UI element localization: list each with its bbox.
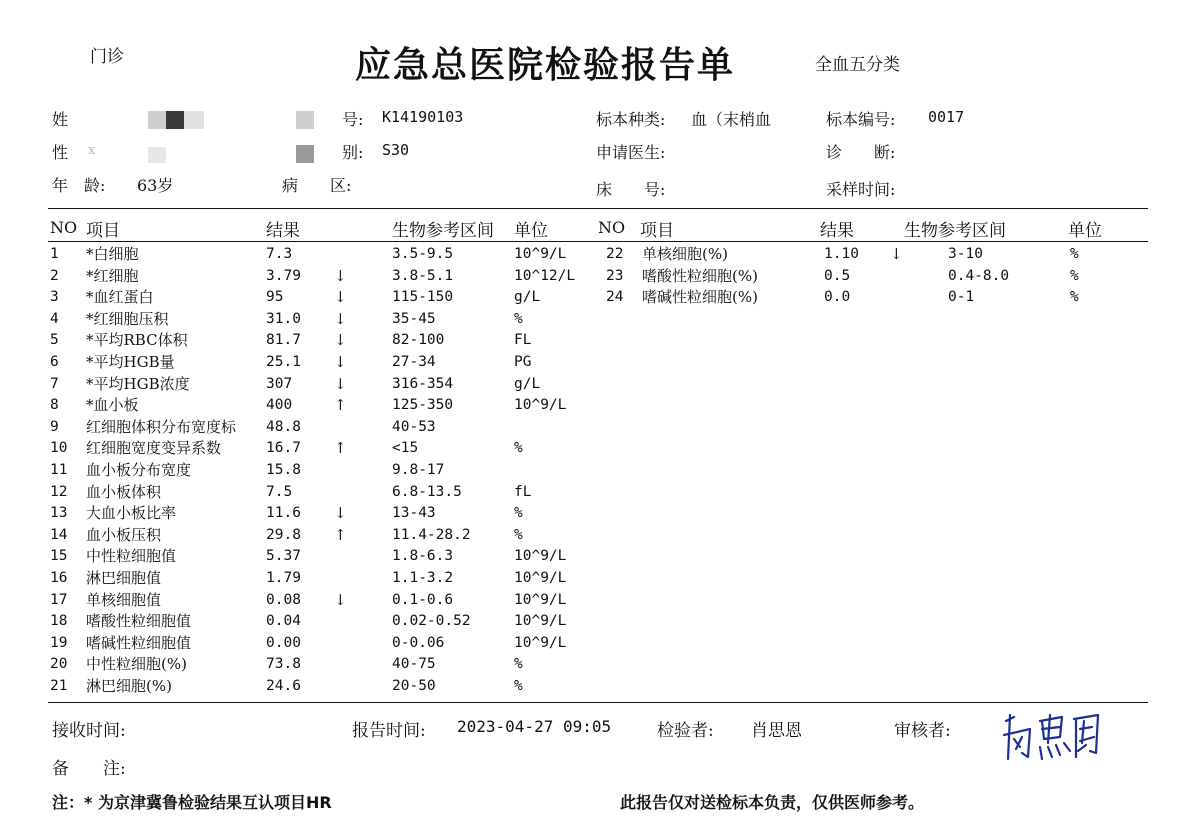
row-flag: ↓	[334, 309, 347, 328]
row-range: 82-100	[392, 332, 445, 349]
bed-label: 床 号:	[596, 180, 666, 199]
row-flag: ↓	[890, 245, 903, 263]
report-subtitle: 全血五分类	[815, 55, 900, 75]
row-no: 23	[606, 267, 624, 284]
row-no: 20	[50, 656, 68, 673]
row-range: 35-45	[392, 310, 436, 327]
row-range: 13-43	[392, 505, 436, 522]
row-item: *血小板	[86, 396, 139, 415]
row-unit: %	[514, 526, 523, 543]
row-unit: %	[514, 505, 523, 522]
row-flag: ↓	[334, 590, 347, 609]
reviewer-signature	[1000, 707, 1110, 767]
row-result: 16.7	[266, 440, 301, 457]
redacted-name-block	[184, 111, 204, 129]
doctor-label: 申请医生:	[596, 143, 666, 162]
row-no: 24	[606, 289, 624, 306]
specimen-no-label: 标本编号:	[826, 110, 896, 129]
row-unit: FL	[514, 332, 532, 349]
category-value: S30	[382, 141, 410, 159]
row-result: 29.8	[266, 526, 301, 543]
redacted-block	[296, 111, 314, 129]
col-range: 生物参考区间	[392, 221, 494, 241]
col-no: NO	[50, 218, 78, 237]
row-range: 115-150	[392, 289, 454, 306]
row-range: 316-354	[392, 375, 454, 392]
row-unit: 10^9/L	[514, 397, 567, 414]
row-result: 307	[266, 375, 293, 392]
row-range: <15	[392, 440, 419, 457]
row-item: 血小板分布宽度	[86, 461, 192, 479]
row-no: 10	[50, 440, 68, 457]
reviewer-label: 审核者:	[894, 721, 951, 741]
col-result-right: 结果	[820, 221, 854, 241]
row-range: 1.8-6.3	[392, 548, 454, 565]
row-no: 11	[50, 462, 68, 478]
row-flag: ↓	[334, 288, 347, 307]
row-range: 0.1-0.6	[392, 591, 454, 608]
department-label: 门诊	[90, 47, 124, 67]
row-unit: 10^12/L	[514, 267, 576, 284]
row-flag: ↑	[334, 396, 347, 415]
row-no: 16	[50, 570, 68, 586]
row-range: 0.02-0.52	[392, 613, 471, 630]
row-unit: %	[1070, 289, 1079, 306]
row-unit: 10^9/L	[514, 634, 567, 651]
row-item: 红细胞宽度变异系数	[86, 439, 222, 458]
row-no: 4	[50, 310, 59, 327]
row-result: 95	[266, 289, 284, 306]
row-item: 淋巴细胞值	[86, 569, 162, 587]
diagnosis-label: 诊 断:	[826, 143, 896, 162]
row-no: 6	[50, 354, 59, 370]
inspector-label: 检验者:	[657, 721, 714, 741]
row-no: 15	[50, 548, 68, 565]
row-flag: ↓	[334, 353, 347, 371]
row-result: 48.8	[266, 418, 301, 435]
row-item: *平均RBC体积	[86, 331, 188, 350]
row-result: 0.5	[824, 267, 851, 284]
row-unit: %	[1070, 267, 1079, 284]
patient-id-value: K14190103	[382, 108, 464, 126]
age-label: 年 龄:	[52, 176, 106, 195]
row-range: 20-50	[392, 678, 436, 694]
row-item: 血小板压积	[86, 525, 162, 544]
row-range: 3.8-5.1	[392, 267, 454, 284]
row-no: 9	[50, 418, 59, 435]
row-result: 0.0	[824, 289, 851, 306]
row-result: 0.04	[266, 613, 301, 630]
age-value: 63岁	[137, 176, 174, 195]
row-unit: %	[514, 440, 523, 457]
row-result: 31.0	[266, 310, 301, 327]
table-header-rule	[48, 241, 1148, 242]
row-unit: %	[514, 678, 523, 694]
remark-label: 备 注:	[52, 759, 126, 779]
row-range: 11.4-28.2	[392, 526, 471, 543]
row-range: 40-53	[392, 418, 436, 435]
col-item-right: 项目	[640, 221, 674, 241]
row-unit: 10^9/L	[514, 246, 567, 262]
row-item: 单核细胞值	[86, 590, 162, 609]
sample-time-label: 采样时间:	[826, 180, 896, 199]
row-unit: %	[1070, 246, 1079, 262]
row-unit: fL	[514, 483, 532, 500]
table-top-rule	[48, 208, 1148, 209]
row-item: 血小板体积	[86, 482, 162, 501]
row-result: 81.7	[266, 332, 301, 349]
redacted-block	[296, 145, 314, 163]
row-no: 12	[50, 483, 68, 500]
row-item: *红细胞	[86, 266, 139, 285]
row-result: 15.8	[266, 462, 301, 478]
redacted-block	[148, 147, 166, 163]
row-item: 嗜碱性粒细胞(%)	[642, 288, 758, 307]
col-no-right: NO	[598, 218, 626, 237]
row-item: *红细胞压积	[86, 309, 169, 328]
row-result: 24.6	[266, 678, 301, 694]
row-flag: ↓	[334, 266, 347, 285]
row-unit: g/L	[514, 289, 541, 306]
row-result: 400	[266, 397, 293, 414]
row-result: 73.8	[266, 656, 301, 673]
row-item: 红细胞体积分布宽度标	[86, 417, 237, 436]
specimen-type-label: 标本种类:	[596, 110, 666, 129]
row-range: 27-34	[392, 354, 436, 370]
row-result: 0.00	[266, 634, 301, 651]
col-result: 结果	[266, 221, 300, 241]
row-range: 125-350	[392, 397, 454, 414]
mutual-recognition-note: 注：* 为京津冀鲁检验结果互认项目HR	[52, 793, 332, 812]
row-no: 3	[50, 289, 59, 306]
row-item: 中性粒细胞值	[86, 547, 177, 566]
row-item: 淋巴细胞(%)	[86, 677, 172, 695]
report-title: 应急总医院检验报告单	[355, 44, 736, 86]
row-result: 25.1	[266, 354, 301, 370]
row-no: 2	[50, 267, 59, 284]
row-item: 嗜酸性粒细胞值	[86, 612, 192, 631]
sex-label: 性	[52, 143, 69, 162]
row-result: 3.79	[266, 267, 301, 284]
row-no: 5	[50, 332, 59, 349]
category-label: 别:	[342, 143, 364, 162]
row-result: 7.5	[266, 483, 293, 500]
row-unit: %	[514, 656, 523, 673]
report-time-label: 报告时间:	[352, 721, 426, 741]
row-no: 17	[50, 591, 68, 608]
row-range: 6.8-13.5	[392, 483, 462, 500]
disclaimer-note: 此报告仅对送检标本负责，仅供医师参考。	[620, 793, 925, 812]
row-unit: 10^9/L	[514, 591, 567, 608]
row-item: 中性粒细胞(%)	[86, 655, 187, 674]
row-range: 1.1-3.2	[392, 570, 454, 586]
redacted-name-block	[148, 111, 166, 129]
sex-value-partial: x	[88, 143, 96, 158]
row-range: 0.4-8.0	[948, 267, 1010, 284]
col-unit-right: 单位	[1068, 221, 1102, 241]
row-unit: %	[514, 310, 523, 327]
row-result: 5.37	[266, 548, 301, 565]
row-range: 9.8-17	[392, 462, 445, 478]
patient-id-label: 号:	[342, 110, 364, 129]
row-item: 单核细胞(%)	[642, 245, 728, 263]
redacted-name-block	[166, 111, 184, 129]
row-flag: ↑	[334, 525, 347, 544]
receive-time-label: 接收时间:	[52, 721, 126, 741]
row-unit: g/L	[514, 375, 541, 392]
row-result: 1.10	[824, 246, 859, 262]
row-result: 1.79	[266, 570, 301, 586]
row-flag: ↓	[334, 504, 347, 523]
row-unit: PG	[514, 354, 532, 370]
row-item: 大血小板比率	[86, 504, 177, 523]
row-item: *血红蛋白	[86, 288, 154, 307]
row-item: *平均HGB量	[86, 353, 175, 371]
row-unit: 10^9/L	[514, 613, 567, 630]
row-no: 1	[50, 246, 59, 262]
specimen-type-value: 血（末梢血	[691, 110, 772, 129]
row-no: 13	[50, 505, 68, 522]
name-label: 姓	[52, 110, 69, 129]
row-flag: ↑	[334, 439, 347, 458]
row-item: 嗜碱性粒细胞值	[86, 633, 192, 652]
row-no: 8	[50, 397, 59, 414]
row-no: 7	[50, 375, 59, 392]
row-item: 嗜酸性粒细胞(%)	[642, 266, 758, 285]
row-range: 0-0.06	[392, 634, 445, 651]
col-range-right: 生物参考区间	[904, 221, 1006, 241]
row-no: 22	[606, 246, 624, 262]
inspector-name: 肖思恩	[751, 721, 802, 741]
row-range: 3-10	[948, 246, 983, 262]
row-item: *白细胞	[86, 245, 139, 263]
row-unit: 10^9/L	[514, 570, 567, 586]
row-range: 40-75	[392, 656, 436, 673]
report-time-value: 2023-04-27 09:05	[457, 717, 612, 736]
row-result: 7.3	[266, 246, 293, 262]
row-result: 0.08	[266, 591, 301, 608]
col-item: 项目	[86, 221, 120, 241]
row-unit: 10^9/L	[514, 548, 567, 565]
col-unit: 单位	[514, 221, 548, 241]
row-no: 14	[50, 526, 68, 543]
row-result: 11.6	[266, 505, 301, 522]
row-flag: ↓	[334, 331, 347, 350]
row-no: 19	[50, 634, 68, 651]
row-flag: ↓	[334, 374, 347, 393]
row-no: 18	[50, 613, 68, 630]
row-no: 21	[50, 678, 68, 694]
row-range: 0-1	[948, 289, 975, 306]
ward-label: 病 区:	[282, 176, 352, 195]
row-item: *平均HGB浓度	[86, 374, 190, 393]
table-bottom-rule	[48, 702, 1148, 703]
row-range: 3.5-9.5	[392, 246, 454, 262]
specimen-no-value: 0017	[928, 108, 965, 126]
